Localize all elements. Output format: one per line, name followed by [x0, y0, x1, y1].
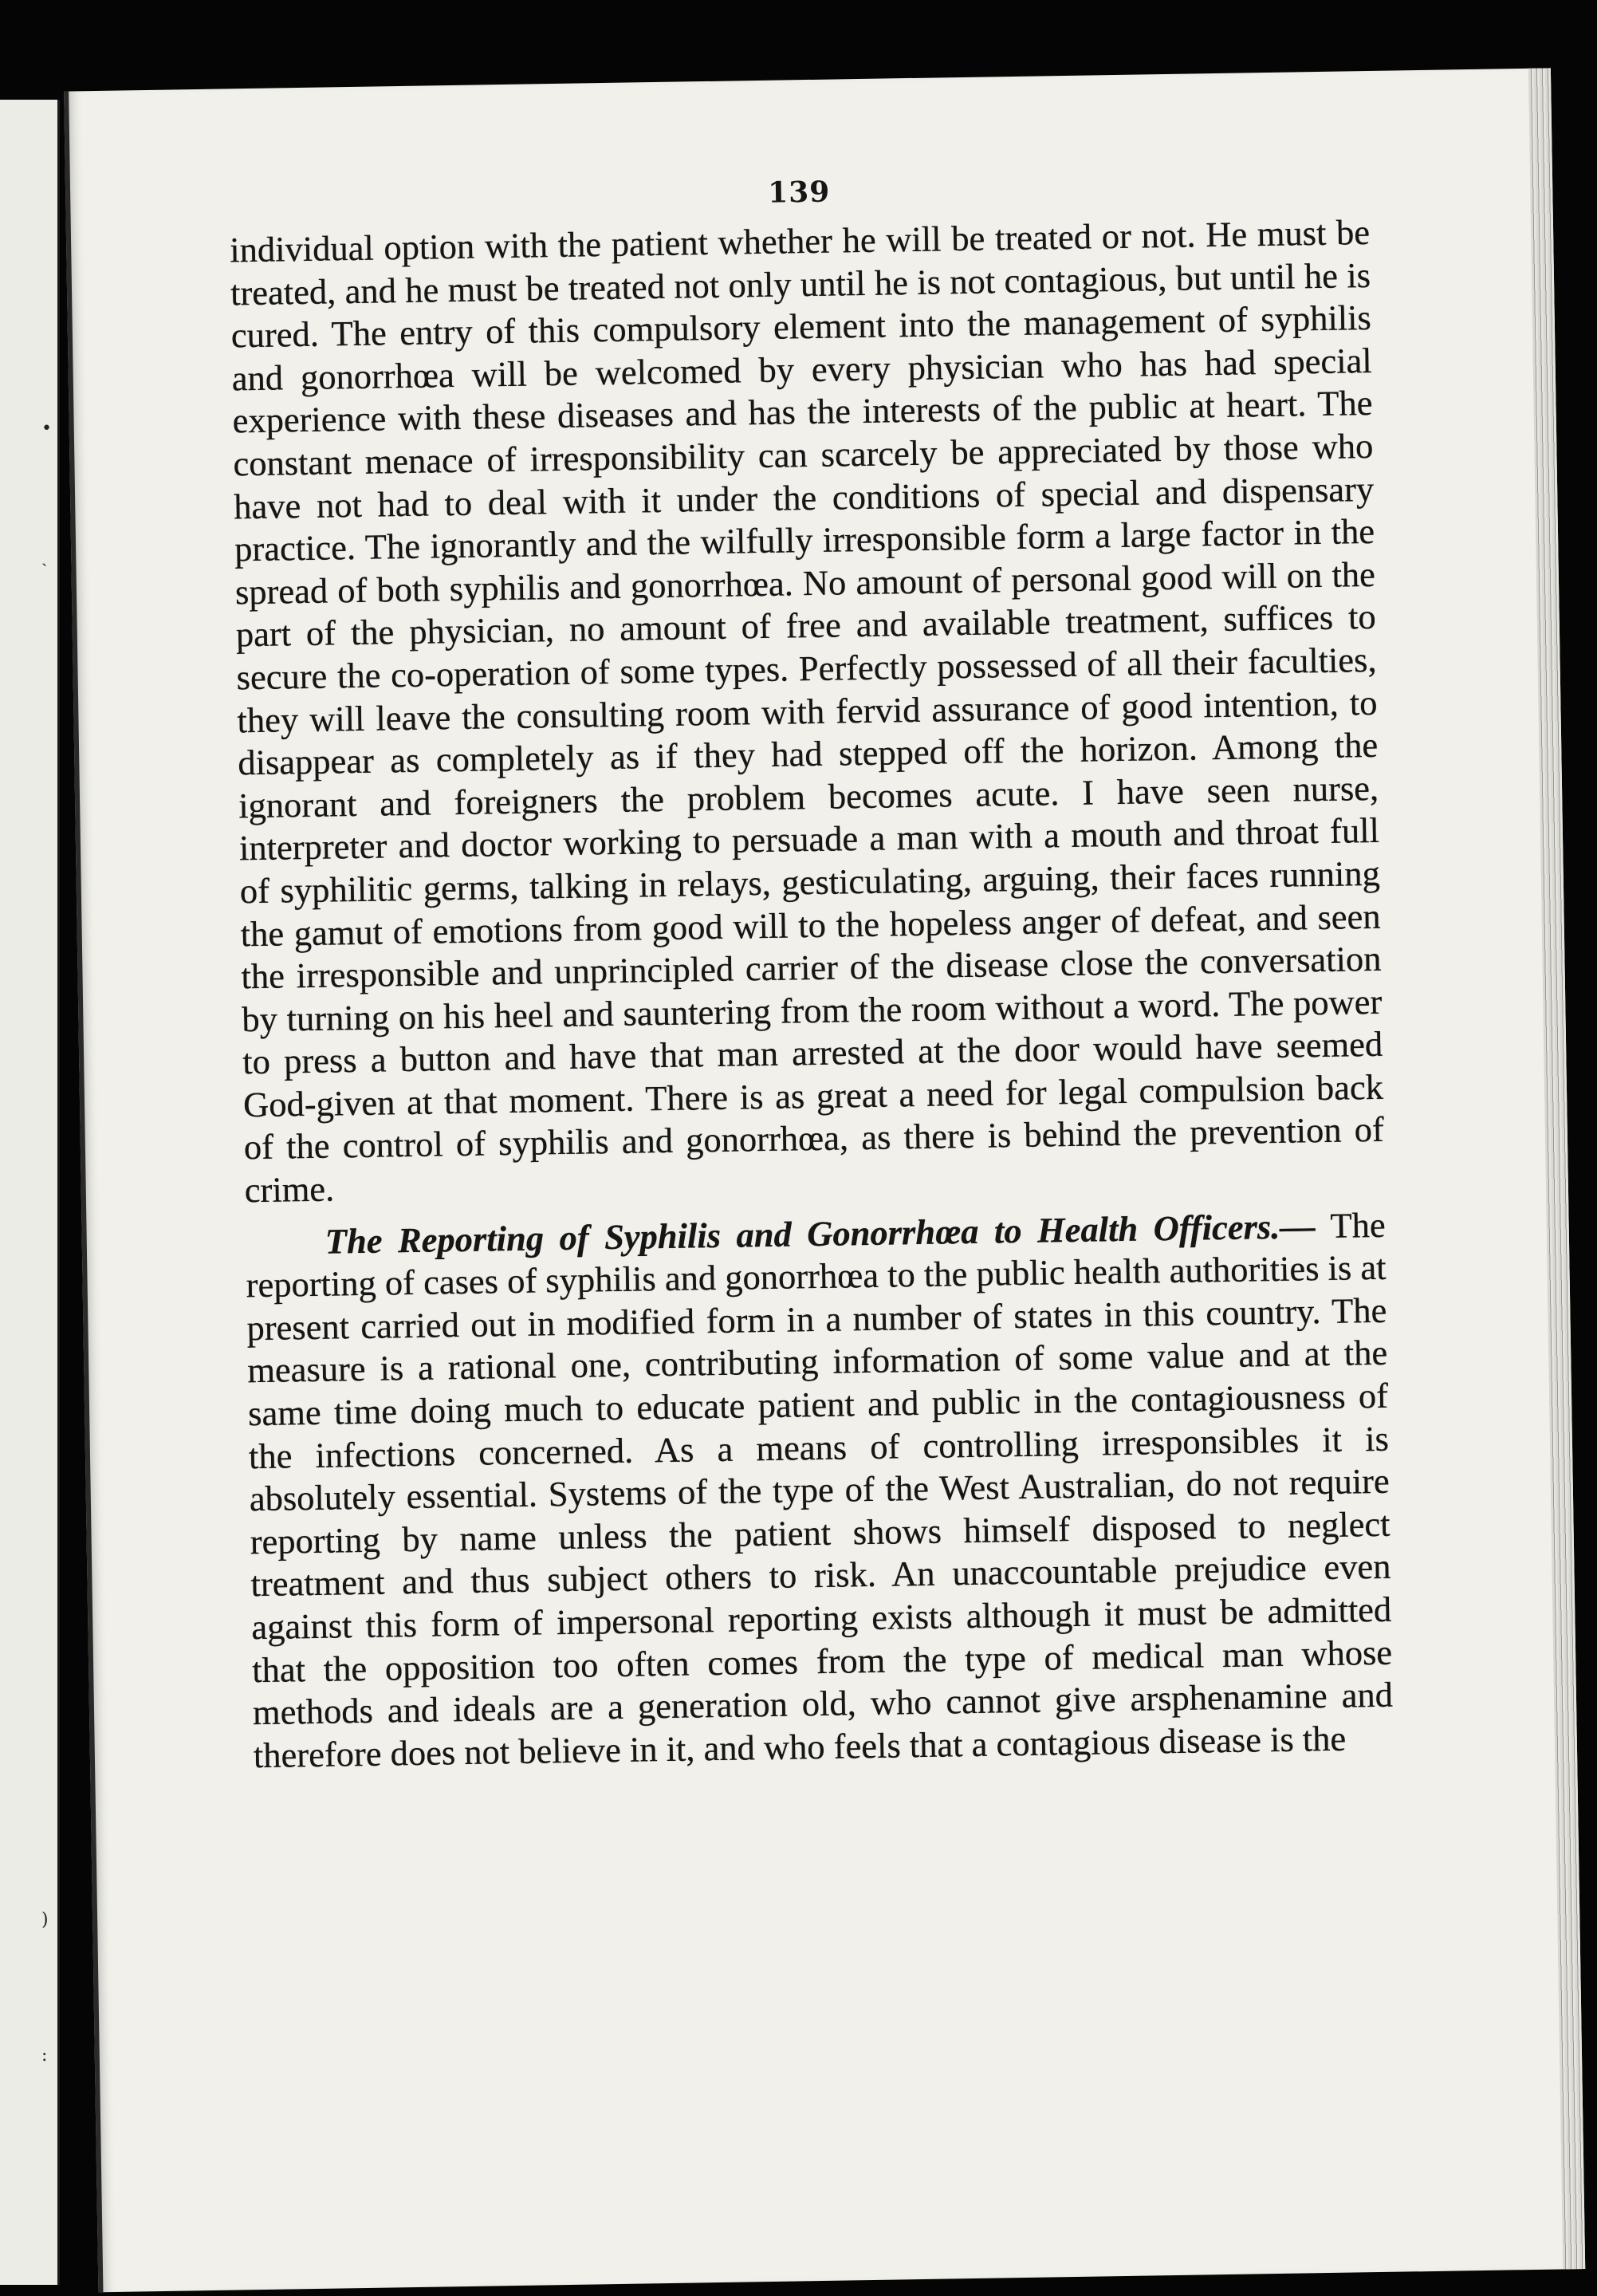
page-number: 139: [767, 175, 831, 210]
book-page: [64, 68, 1585, 2292]
margin-mark: :: [41, 2046, 48, 2066]
continuation-paragraph: individual option with the patient whether he will be treated or not. He must be treated, and he must be treated not only until he is not contagious, but until he is cured. The entry of this compulsory element into the management of syphilis and gonorrhœa will be welcomed by every physician who has had special experience with these diseases and has the interests of the public at heart. The constant menace of irresponsibility can scarcely be appreciated by those who have not had to deal with it under the conditions of special and dispensary practice. The ignorantly and the wilfully irresponsible form a large factor in the spread of both syphilis and gonorrhœa. No amount of personal good will on the part of the physician, no amount of free and available treatment, suffices to secure the co-operation of some types. Perfectly possessed of all their faculties, they will leave the consulting room with fervid assurance of good intention, to disappear as completely as if they had stepped off the horizon. Among the ignorant and foreigners the problem becomes acute. I have seen nurse, interpreter and doctor working to persuade a man with a mouth and throat full of syphilitic germs, talking in relays, gesticulating, arguing, their faces running the gamut of emotions from good will to the hopeless anger of defeat, and seen the irresponsible and unprincipled carrier of the disease close the conversation by turning on his heel and sauntering from the room without a word. The power to press a button and have that man arrested at the door would have seemed God-given at that moment. There is as great a need for legal compulsion back of the control of syphilis and gonorrhœa, as there is behind the prevention of crime.: [229, 211, 1385, 1211]
page-stack-edge: [1528, 68, 1585, 2269]
section-heading: The Reporting of Syphilis and Gonorrhœa to Health Officers.—: [325, 1205, 1316, 1262]
margin-mark: •: [41, 419, 52, 439]
reporting-paragraph: [245, 1203, 1394, 1777]
facing-page-edge: [0, 100, 60, 2285]
page-gutter: [64, 92, 103, 2293]
page-text-block: [229, 167, 1394, 1778]
reporting-paragraph-body: The reporting of cases of syphilis and gonorrhœa to the public health authorities is at present carried out in modified form in a number of states in this country. The measure is a rational one, contributing information of some value and at the same time doing much to educate patient and public in the contagiousness of the infections concerned. As a means of controlling irresponsibles it is absolutely essential. Systems of the type of the West Australian, do not require reporting by name unless the patient shows himself disposed to neglect treatment and thus subject others to risk. An unaccountable prejudice even against this form of impersonal reporting exists although it must be admitted that the opposition too often comes from the type of medical man whose methods and ideals are a generation old, who cannot give arsphenamine and therefore does not believe in it, and who feels that a contagious disease is the: [246, 1204, 1394, 1775]
margin-mark: ): [41, 1910, 49, 1930]
margin-mark: ˏ: [41, 547, 48, 567]
